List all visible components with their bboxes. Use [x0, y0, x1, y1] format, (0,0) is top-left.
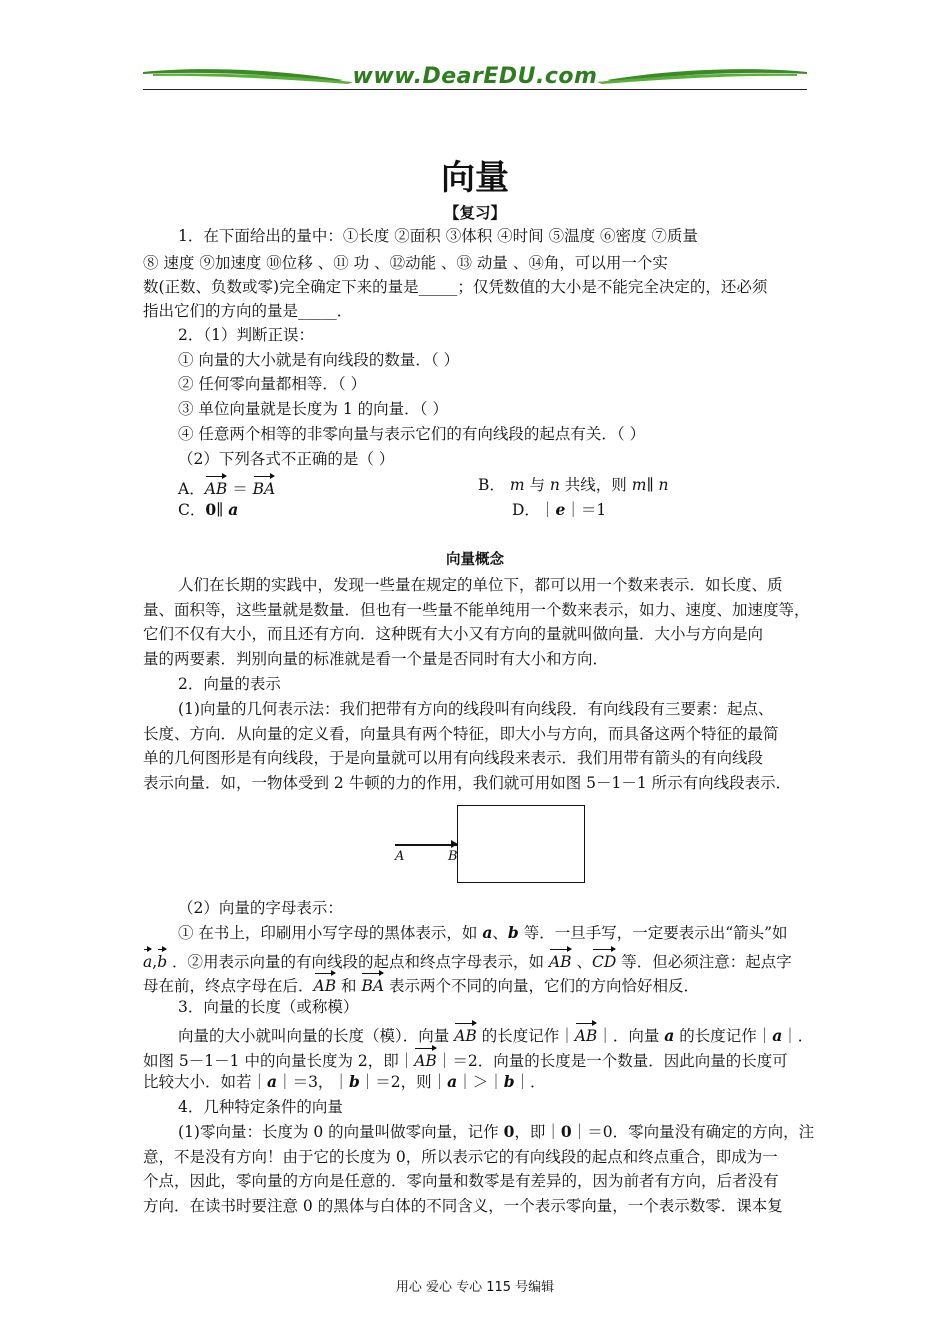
s3-line1: 向量的大小就叫向量的长度（模）．向量 AB 的长度记作｜AB｜．向量 a 的长度记作｜a｜． — [178, 1021, 813, 1047]
concept-p1-line2: 量、面积等，这些量就是数量．但也有一些量不能单纯用一个数来表示，如力、速度、加速度等， — [143, 601, 810, 619]
figure-box — [457, 805, 585, 883]
s3-line3: 比较大小．如若｜a｜＝3，｜b｜＝2，则｜a｜＞｜b｜． — [143, 1072, 546, 1091]
q1-line3: 数(正数、负数或零)完全确定下来的量是_____；仅凭数值的大小是不能完全决定的，还必须 — [143, 278, 768, 296]
s2-2-line3: 母在前，终点字母在后．AB 和 BA 表示两个不同的向量，它们的方向恰好相反． — [143, 971, 699, 997]
q2-option-a: A．AB ＝ BA — [178, 474, 275, 500]
vector-arrow — [395, 844, 457, 846]
vector-ab: AB — [205, 474, 228, 500]
page-footer: 用心 爱心 专心 115 号编辑 — [395, 1280, 555, 1295]
q1-line2: ⑧ 速度 ⑨加速度 ⑩位移 、⑪ 功 、⑫动能 、⑬ 动量 、⑭角，可以用一个实 — [143, 254, 668, 272]
s2-1-line1: (1)向量的几何表示法：我们把带有方向的线段叫有向线段．有向线段有三要素：起点、 — [178, 700, 774, 718]
q1-line1: 1．在下面给出的量中：①长度 ②面积 ③体积 ④时间 ⑤温度 ⑥密度 ⑦质量 — [178, 227, 698, 245]
concept-p1-line4: 量的两要素．判别向量的标准就是看一个量是否同时有大小和方向． — [143, 650, 609, 668]
review-heading: 【复习】 — [443, 203, 506, 222]
s4-line3: 个点，因此，零向量的方向是任意的．零向量和数零是有差异的，因为前者有方向，后者没有 — [143, 1172, 779, 1190]
section-3-heading: 3．向量的长度（或称模） — [178, 998, 359, 1016]
figure-label-a: A — [395, 849, 405, 864]
figure-5-1-1 — [392, 800, 592, 890]
q2-item-4: ④ 任意两个相等的非零向量与表示它们的有向线段的起点有关．（ ） — [178, 425, 646, 443]
s2-2-line1: ① 在书上，印刷用小写字母的黑体表示，如 a、b 等．一旦手写，一定要表示出“箭头”如 — [178, 923, 788, 942]
s2-1-line4: 表示向量．如，一物体受到 2 牛顿的力的作用，我们就可用如图 5－1－1 所示有向线段表示． — [143, 774, 792, 792]
q2-part2: （2）下列各式不正确的是（ ） — [178, 450, 395, 468]
s2-1-line3: 单的几何图形是有向线段，于是向量就可以用有向线段来表示．我们用带有箭头的有向线段 — [143, 749, 764, 767]
figure-label-b: B — [448, 849, 458, 864]
s4-line4: 方向．在读书时要注意 0 的黑体与白体的不同含义，一个表示零向量，一个表示数零．课本复 — [143, 1197, 783, 1215]
section-4-heading: 4．几种特定条件的向量 — [178, 1098, 343, 1116]
s4-line2: 意，不是没有方向！由于它的长度为 0，所以表示它的有向线段的起点和终点重合，即成为一 — [143, 1148, 778, 1166]
concept-heading: 向量概念 — [446, 551, 504, 568]
concept-p1-line1: 人们在长期的实践中，发现一些量在规定的单位下，都可以用一个数来表示．如长度、质 — [178, 576, 783, 594]
s3-line2: 如图 5－1－1 中的向量长度为 2，即｜AB｜＝2．向量的长度是一个数量．因此向量的长度可 — [143, 1046, 788, 1072]
q2-option-b: B． m 与 n 共线，则 m∥ n — [478, 476, 669, 494]
q2-item-2: ② 任何零向量都相等．（ ） — [178, 375, 367, 393]
q2-item-1: ① 向量的大小就是有向线段的数量．（ ） — [178, 351, 460, 369]
section-2-heading: 2．向量的表示 — [178, 675, 281, 693]
s2-1-line2: 长度、方向．从向量的定义看，向量具有两个特征，即大小与方向，而具备这两个特征的最简 — [143, 725, 779, 743]
site-url-logo: www.DearEDU.com — [352, 64, 598, 89]
header-banner — [143, 60, 807, 92]
q2-intro: 2．（1）判断正误： — [178, 326, 314, 344]
s4-line1: (1)零向量：长度为 0 的向量叫做零向量，记作 0，即｜0｜＝0．零向量没有确定的方向，注 — [178, 1122, 815, 1141]
vector-ba: BA — [253, 474, 276, 500]
q2-option-c: C．0∥ a — [178, 500, 239, 519]
q1-line4: 指出它们的方向的量是_____． — [143, 302, 353, 320]
header-divider — [143, 89, 807, 90]
s2-2-line2: a,b ．②用表示向量的有向线段的起点和终点字母表示，如 AB 、CD 等．但必须注意：起点字 — [143, 947, 792, 973]
s2-2-heading: （2）向量的字母表示： — [178, 899, 343, 917]
q2-item-3: ③ 单位向量就是长度为 1 的向量．（ ） — [178, 400, 448, 418]
concept-p1-line3: 它们不仅有大小，而且还有方向．这种既有大小又有方向的量就叫做向量．大小与方向是向 — [143, 625, 764, 643]
page-title: 向量 — [441, 158, 509, 198]
q2-option-d: D．｜e｜＝1 — [512, 500, 607, 519]
